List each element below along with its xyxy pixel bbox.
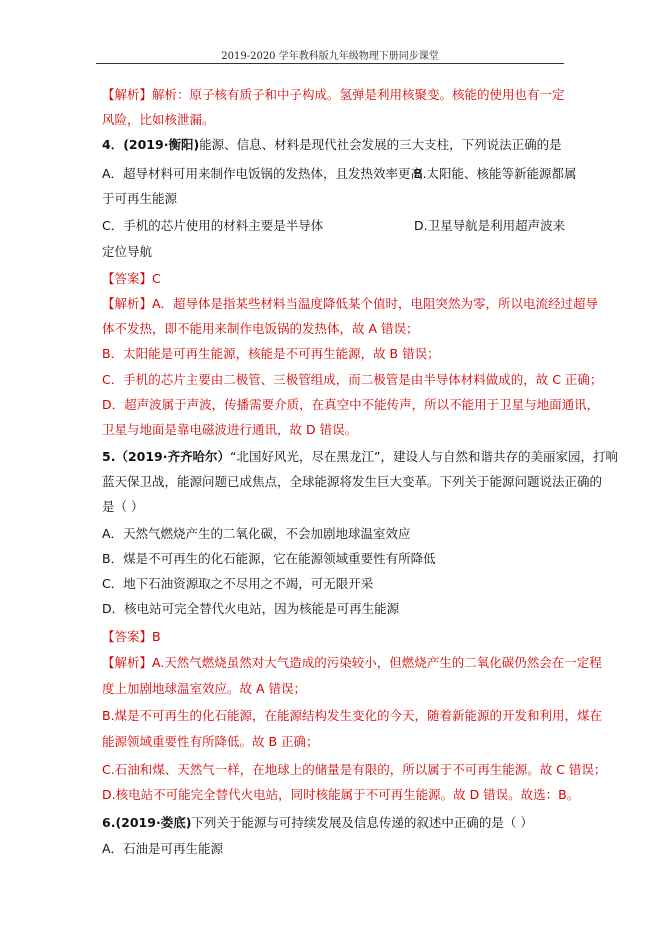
q5-stem-text: “北国好风光，尽在黑龙江”，建设人与自然和谐共存的美丽家园，打响 bbox=[230, 449, 618, 464]
q5-option-a: A．天然气燃烧产生的二氧化碳，不会加剧地球温室效应 bbox=[102, 526, 411, 541]
q6-number: 6.(2019·娄底) bbox=[102, 815, 192, 830]
q5-analysis-line-2: 度上加剧地球温室效应。故 A 错误； bbox=[102, 681, 306, 696]
q4-stem bbox=[102, 134, 562, 155]
q3-analysis-line-2: 风险，比如核泄漏。 bbox=[102, 112, 215, 127]
q5-analysis-line-4: 能源领域重要性有所降低。故 B 正确； bbox=[102, 734, 319, 749]
q5-stem-line-3: 是（ ） bbox=[102, 499, 144, 514]
q4-option-b-line-1: B.太阳能、核能等新能源都属 bbox=[414, 166, 577, 181]
q5-number: 5.（2019·齐齐哈尔） bbox=[102, 449, 230, 464]
q5-option-c: C．地下石油资源取之不尽用之不竭，可无限开采 bbox=[102, 576, 374, 591]
q4-answer: 【答案】C bbox=[102, 271, 161, 286]
q6-stem-text: 下列关于能源与可持续发展及信息传递的叙述中正确的是（ ） bbox=[191, 815, 533, 830]
q3-analysis-line-1: 【解析】解析：原子核有质子和中子构成。氢弹是利用核聚变。核能的使用也有一定 bbox=[102, 87, 565, 102]
q4-analysis-line-4: C．手机的芯片主要由二极管、三极管组成，而二极管是由半导体材料做成的，故 C 正确； bbox=[102, 372, 603, 387]
q4-analysis-line-5: D．超声波属于声波，传播需要介质，在真空中不能传声，所以不能用于卫星与地面通讯， bbox=[102, 397, 600, 412]
q5-analysis-line-3: B.煤是不可再生的化石能源，在能源结构发生变化的今天，随着新能源的开发和利用，煤在 bbox=[102, 708, 603, 723]
q5-stem-line-1 bbox=[102, 446, 618, 467]
q4-stem-text: 能源、信息、材料是现代社会发展的三大支柱，下列说法正确的是 bbox=[199, 137, 562, 152]
page-header: 2019-2020 学年教科版九年级物理下册同步课堂 bbox=[221, 51, 439, 62]
q4-option-a: A．超导材料可用来制作电饭锅的发热体，且发热效率更高 bbox=[102, 166, 424, 181]
q5-analysis-line-5: C.石油和煤、天然气一样，在地球上的储量是有限的，所以属于不可再生能源。故 C 错误； bbox=[102, 762, 607, 777]
q4-analysis-line-1: 【解析】A．超导体是指某些材料当温度降低某个值时，电阻突然为零，所以电流经过超导 bbox=[102, 296, 599, 311]
q6-stem bbox=[102, 812, 533, 833]
q4-option-d-line-1: D.卫星导航是利用超声波来 bbox=[414, 218, 566, 233]
q4-analysis-line-3: B．太阳能是可再生能源，核能是不可再生能源，故 B 错误； bbox=[102, 346, 440, 361]
q5-option-b: B．煤是不可再生的化石能源，它在能源领域重要性有所降低 bbox=[102, 551, 436, 566]
q4-analysis-line-2: 体不发热，即不能用来制作电饭锅的发热体，故 A 错误； bbox=[102, 321, 419, 336]
q5-analysis-line-1: 【解析】A.天然气燃烧虽然对大气造成的污染较小，但燃烧产生的二氧化碳仍然会在一定程 bbox=[102, 655, 602, 670]
q5-answer: 【答案】B bbox=[102, 629, 161, 644]
q6-option-a: A．石油是可再生能源 bbox=[102, 841, 224, 856]
q5-option-d: D．核电站可完全替代火电站，因为核能是可再生能源 bbox=[102, 601, 400, 616]
header-rule bbox=[96, 63, 564, 64]
q4-option-b-line-2: 于可再生能源 bbox=[102, 191, 178, 206]
q4-number: 4．(2019·衡阳) bbox=[102, 137, 200, 152]
q4-option-d-line-2: 定位导航 bbox=[102, 244, 153, 259]
q5-analysis-line-6: D.核电站不可能完全替代火电站，同时核能属于不可再生能源。故 D 错误。故选：B。 bbox=[102, 787, 580, 802]
q4-option-c: C．手机的芯片使用的材料主要是半导体 bbox=[102, 218, 324, 233]
q4-analysis-line-6: 卫星与地面是靠电磁波进行通讯，故 D 错误。 bbox=[102, 422, 358, 437]
q5-stem-line-2: 蓝天保卫战，能源问题已成焦点，全球能源将发生巨大变革。下列关于能源问题说法正确的 bbox=[102, 474, 603, 489]
